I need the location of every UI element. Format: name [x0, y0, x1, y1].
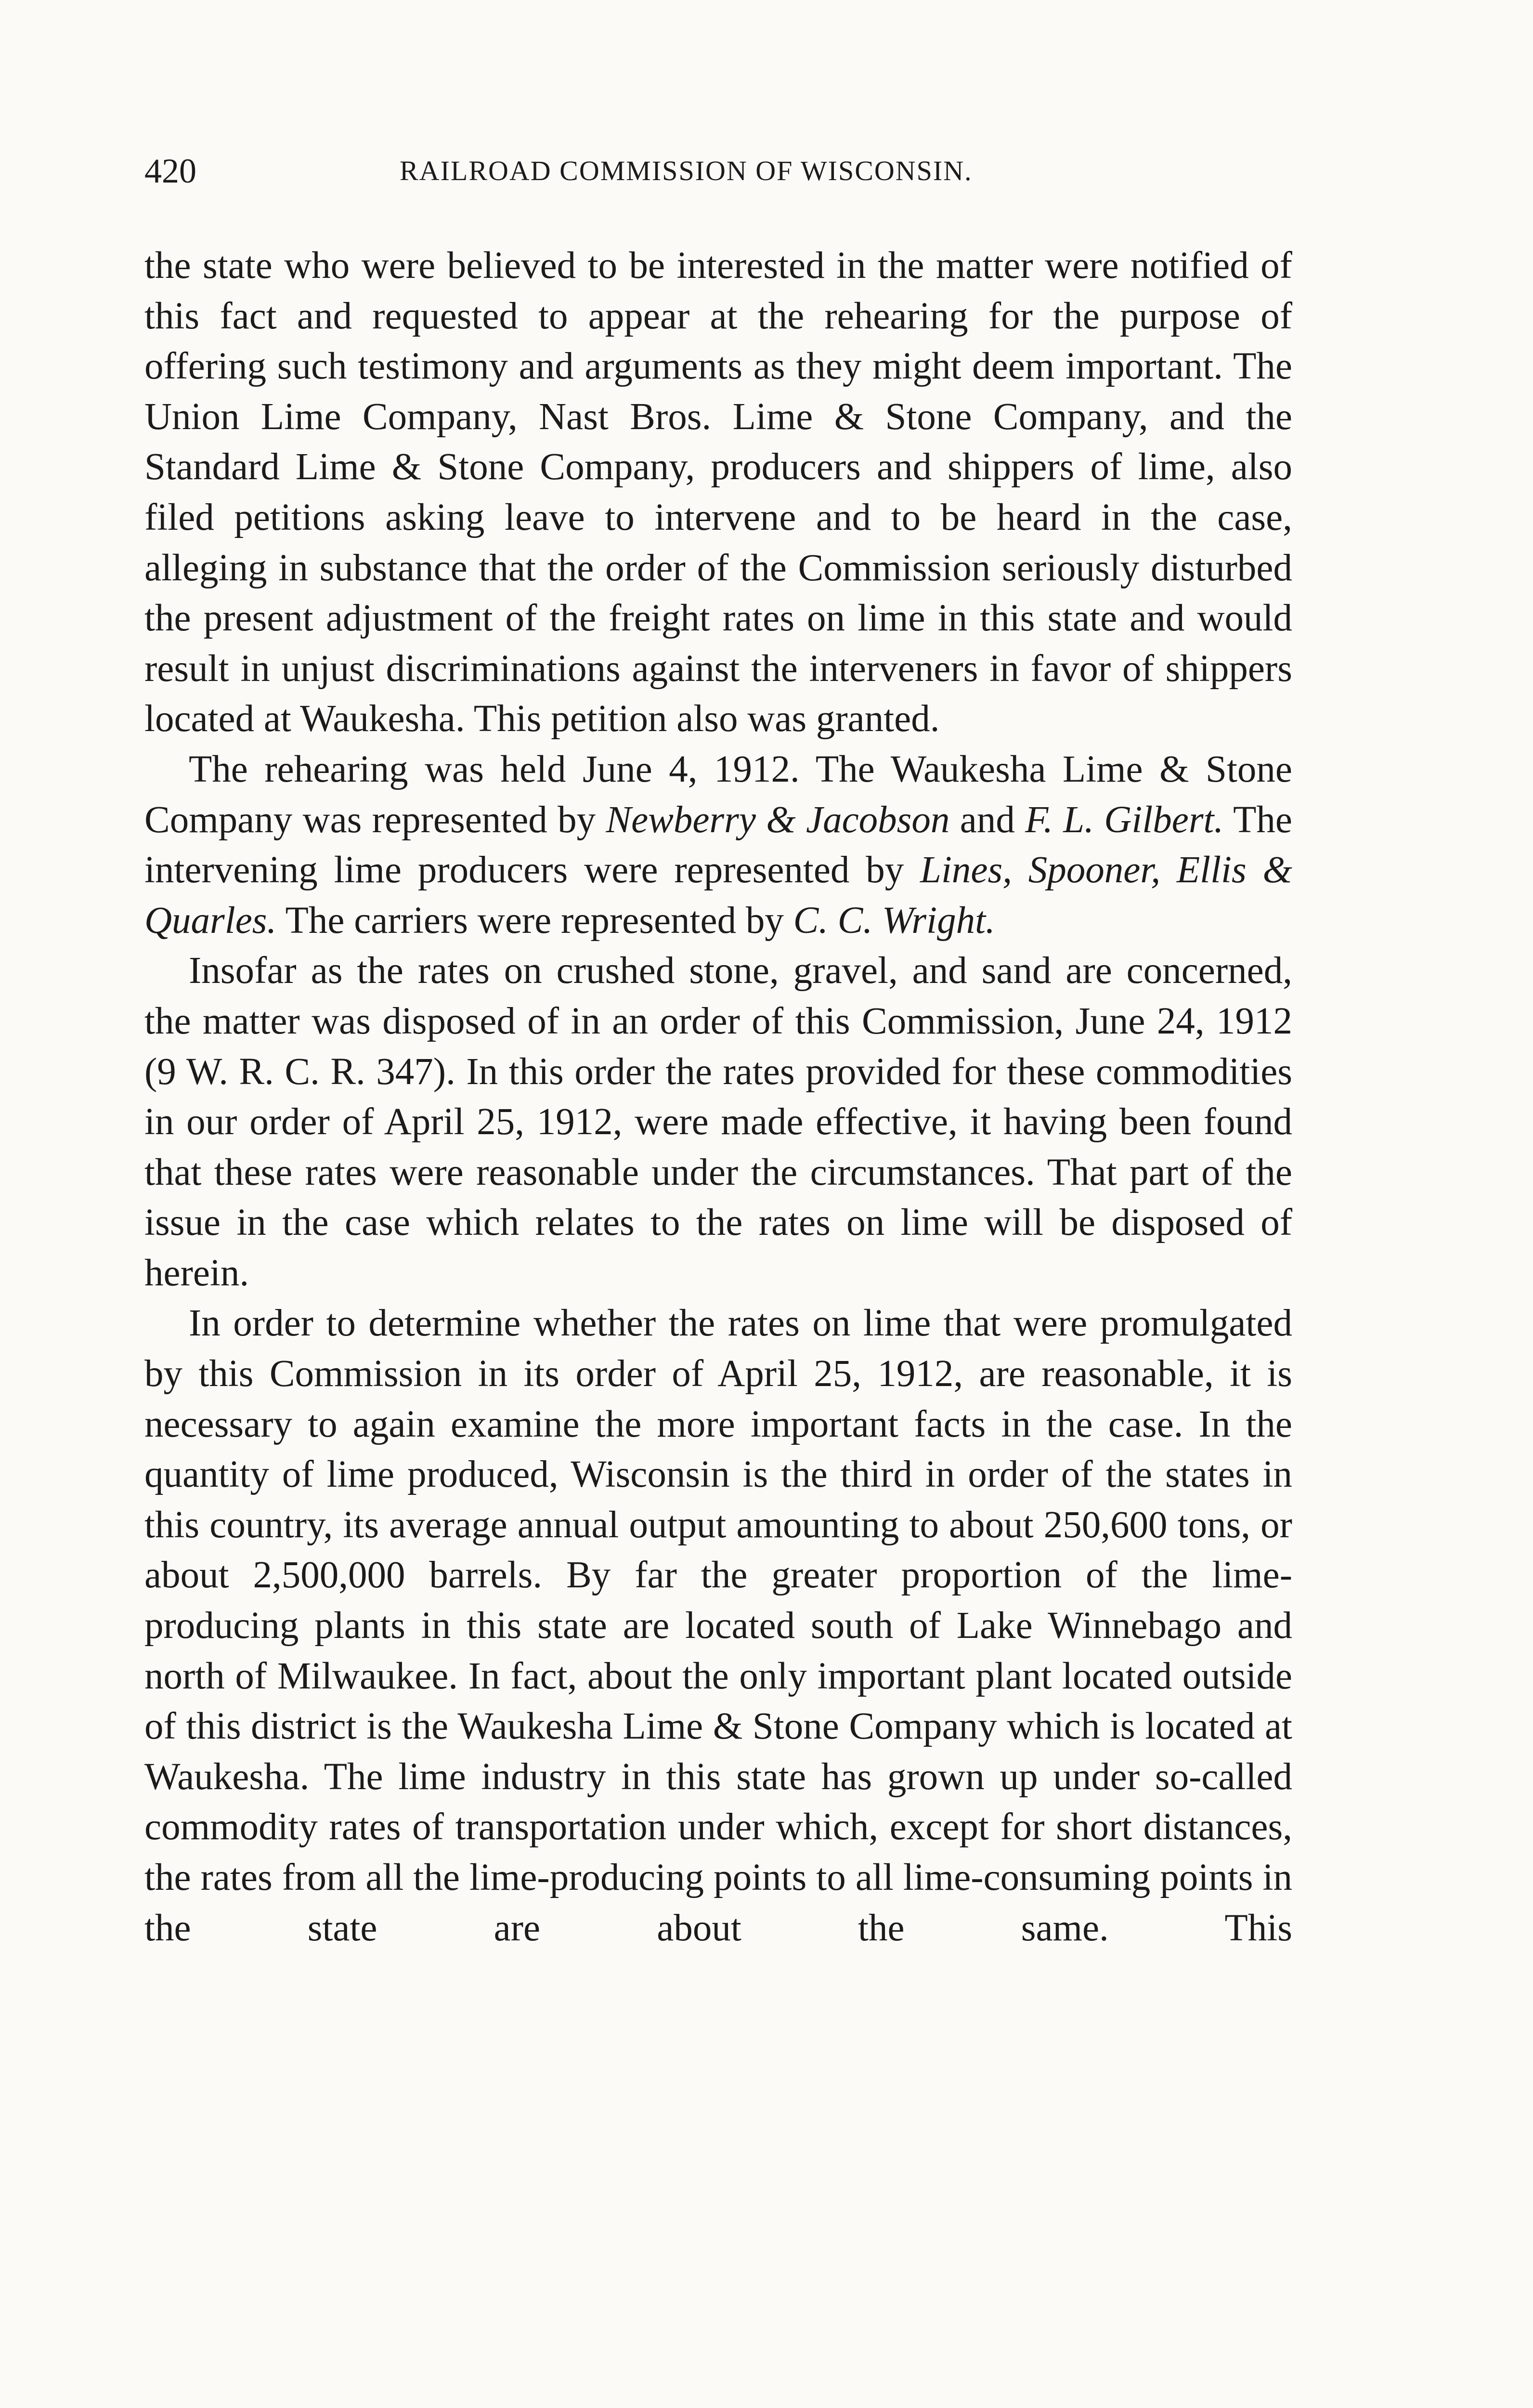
counsel-name: Lines, Spooner, Ellis & Quarles. [144, 849, 1292, 942]
counsel-name: Newberry & Jacobson [606, 798, 950, 841]
page-number: 420 [144, 152, 196, 190]
paragraph-rehearing [144, 745, 1292, 946]
paragraph-text: The rehearing was held June 4, 1912. The Waukesha Lime & Stone Company was represented by [144, 748, 1292, 841]
paragraph-continued: the state who were believed to be interested in the matter were notified of this fact and requested to appear at the rehearing for the purpose of offering such testimony and arguments as they might deem important. The Union Lime Company, Nast Bros. Lime & Stone Company, and the Standard Lime & Stone Company, producers and shippers of lime, also filed petitions asking leave to intervene and to be heard in the case, alleging in substance that the order of the Commission seriously disturbed the present adjustment of the freight rates on lime in this state and would result in unjust discriminations against the interveners in favor of shippers located at Waukesha. This petition also was granted. [144, 245, 1292, 740]
paragraph-text: and [949, 798, 1026, 841]
paragraph-text: The carriers were represented by [276, 899, 793, 942]
counsel-name: C. C. Wright. [793, 899, 995, 942]
paragraph-text: The intervening lime producers were represented by [144, 798, 1292, 891]
page-header [144, 144, 1292, 197]
paragraph-crushed-stone: Insofar as the rates on crushed stone, gravel, and sand are concerned, the matter was disposed of in an order of this Commission, June 24, 1912 (9 W. R. C. R. 347). In this order the rates provided for these commodities in our order of April 25, 1912, were made effective, it having been found that these rates were reasonable under the circumstances. That part of the issue in the case which relates to the rates on lime will be disposed of herein. [144, 950, 1292, 1294]
paragraph-lime-rates: In order to determine whether the rates on lime that were promulgated by this Commission in its order of April 25, 1912, are reasonable, it is necessary to again examine the more important facts in the case. In the quantity of lime produced, Wisconsin is the third in order of the states in this country, its average annual output amounting to about 250,600 tons, or about 2,500,000 barrels. By far the greater proportion of the lime-producing plants in this state are located south of Lake Winnebago and north of Milwaukee. In fact, about the only important plant located outside of this district is the Waukesha Lime & Stone Company which is located at Waukesha. The lime industry in this state has grown up under so-called commodity rates of transportation under which, except for short distances, the rates from all the lime-producing points to all lime-consuming points in the state are about the same. This [144, 1302, 1292, 1949]
body-text [144, 241, 1292, 1953]
running-head: RAILROAD COMMISSION OF WISCONSIN. [400, 155, 973, 186]
counsel-name: F. L. Gilbert. [1025, 798, 1224, 841]
